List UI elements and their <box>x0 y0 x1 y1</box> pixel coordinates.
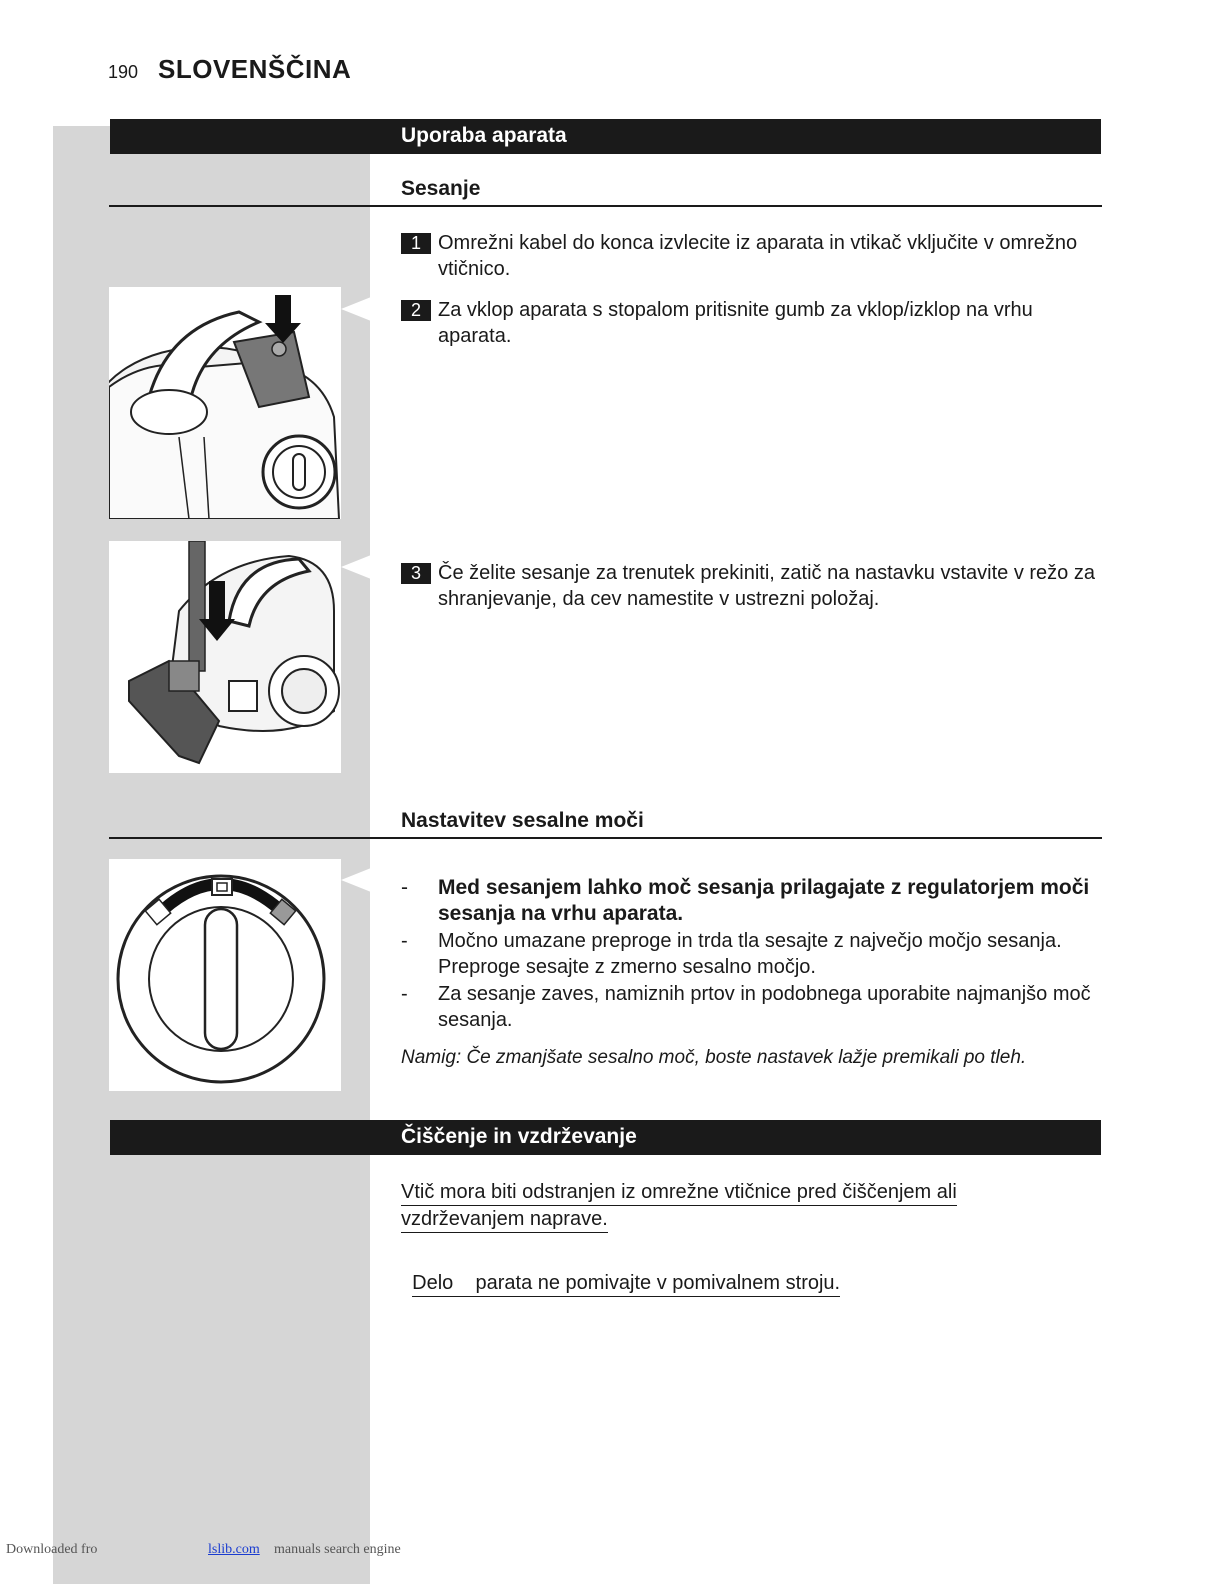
language-title: SLOVENŠČINA <box>158 54 352 84</box>
section-title: Čiščenje in vzdrževanje <box>401 1125 637 1148</box>
vacuum-power-button-illustration <box>109 287 341 519</box>
step-text: Če želite sesanje za trenutek prekiniti, zatič na nastavku vstavite v režo za shranjevanje, da cev namestite v ustrezni položaj. <box>438 562 1095 610</box>
step-number: 1 <box>401 233 431 254</box>
warning-line: Vtič mora biti odstranjen iz omrežne vtičnice pred čiščenjem ali <box>401 1179 957 1206</box>
bullet-text: Za sesanje zaves, namiznih prtov in podobnega uporabite najmanjšo moč sesanja. <box>438 983 1091 1031</box>
warning-line: Delo parata ne pomivajte v pomivalnem stroju. <box>412 1270 840 1297</box>
warning-line: vzdrževanjem naprave. <box>401 1206 608 1233</box>
step-number: 3 <box>401 563 431 584</box>
step-2 <box>401 297 1101 351</box>
subsection-rule <box>109 205 1102 207</box>
subsection-title-vacuuming: Sesanje <box>401 177 481 200</box>
figure-parking-slot <box>109 541 341 773</box>
bullet-dash: - <box>401 930 408 952</box>
step-3 <box>401 560 1101 614</box>
figure-pointer <box>341 555 371 579</box>
step-number: 2 <box>401 300 431 321</box>
subsection-rule <box>109 837 1102 839</box>
figure-power-regulator <box>109 859 341 1091</box>
footer-prefix: Downloaded fro <box>6 1542 98 1557</box>
footer-suffix: manuals search engine <box>274 1542 401 1557</box>
section-title: Uporaba aparata <box>401 124 567 147</box>
footer-link[interactable] <box>208 1542 260 1558</box>
warning-dishwasher <box>401 1244 840 1297</box>
warning-unplug <box>401 1179 957 1233</box>
figure-pointer <box>341 868 371 892</box>
bullet-dash: - <box>401 983 408 1005</box>
tip-text: Namig: Če zmanjšate sesalno moč, boste nastavek lažje premikali po tleh. <box>401 1047 1027 1068</box>
bullet-item <box>401 875 1101 929</box>
step-1 <box>401 230 1101 284</box>
page-number: 190 <box>108 62 139 82</box>
bullet-dash: - <box>401 876 408 899</box>
bullet-item <box>401 981 1101 1035</box>
bullet-item <box>401 928 1101 982</box>
section-bar-usage <box>110 119 1101 154</box>
step-text: Za vklop aparata s stopalom pritisnite gumb za vklop/izklop na vrhu aparata. <box>438 299 1033 347</box>
footer-link-text[interactable]: lslib.com <box>208 1542 260 1557</box>
vacuum-parking-illustration <box>109 541 341 773</box>
bullet-text: Med sesanjem lahko moč sesanja prilagajate z regulatorjem moči sesanja na vrhu aparata. <box>438 876 1090 925</box>
subsection-title-suction-power: Nastavitev sesalne moči <box>401 809 644 832</box>
step-text: Omrežni kabel do konca izvlecite iz aparata in vtikač vključite v omrežno vtičnico. <box>438 232 1078 280</box>
figure-pointer <box>341 297 371 321</box>
suction-regulator-illustration <box>109 859 341 1091</box>
section-bar-cleaning <box>110 1120 1101 1155</box>
bullet-text: Močno umazane preproge in trda tla sesajte z največjo močjo sesanja. Preproge sesajte z zmerno sesalno močjo. <box>438 930 1062 978</box>
figure-power-button <box>109 287 341 519</box>
